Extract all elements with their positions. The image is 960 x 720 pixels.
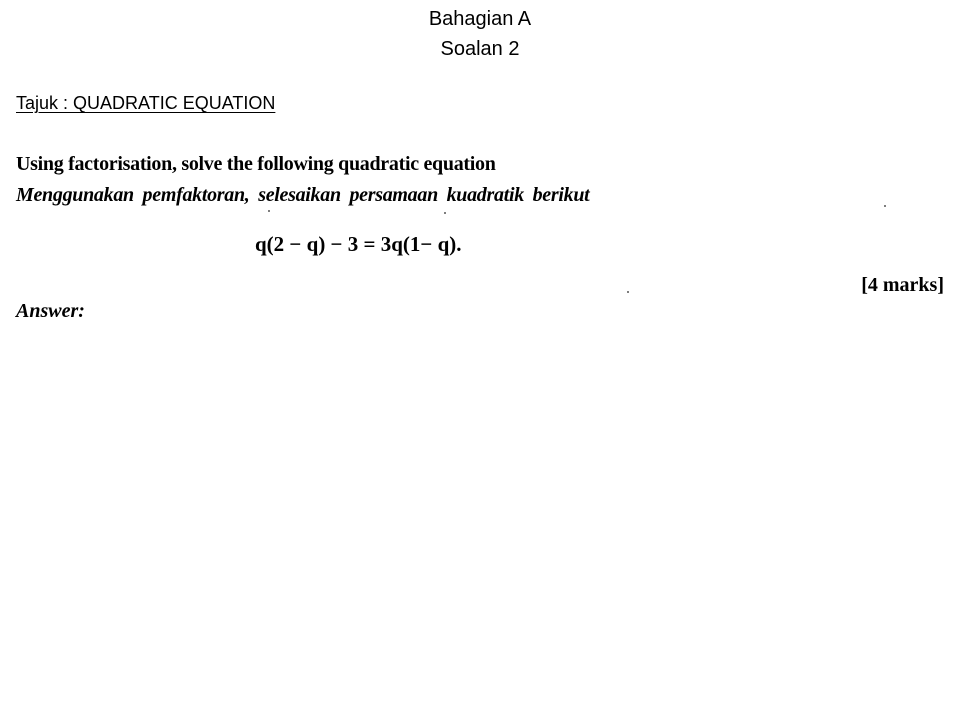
scan-speck	[627, 291, 629, 293]
instruction-english: Using factorisation, solve the following quadratic equation	[16, 153, 496, 175]
marks-label: [4 marks]	[861, 274, 944, 296]
scan-speck	[444, 212, 446, 214]
answer-label: Answer:	[16, 300, 85, 322]
scan-speck	[268, 210, 270, 212]
question-number: Soalan 2	[440, 38, 520, 60]
topic-title: Tajuk : QUADRATIC EQUATION	[16, 93, 276, 113]
quadratic-equation: q(2 − q) − 3 = 3q(1− q).	[255, 232, 462, 256]
scan-speck	[884, 205, 886, 207]
section-title: Bahagian A	[428, 8, 532, 30]
instruction-malay: Menggunakan pemfaktoran, selesaikan persamaan kuadratik berikut	[16, 184, 590, 206]
